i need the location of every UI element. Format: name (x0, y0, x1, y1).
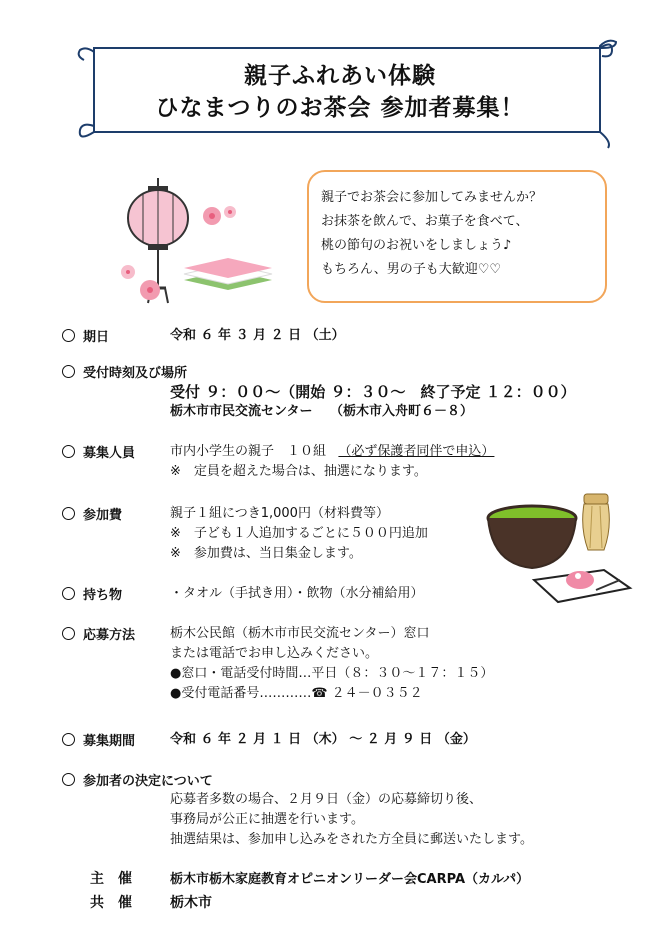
intro-line: もちろん、男の子も大歓迎♡♡ (321, 262, 502, 277)
circle-bullet-icon (62, 733, 75, 746)
intro-line: 親子でお茶会に参加してみませんか？ (321, 190, 543, 205)
title-line-1: 親子ふれあい体験 (244, 63, 436, 89)
cohost-name: 栃木市 (170, 895, 212, 911)
tea-whisk-icon (583, 494, 610, 550)
circle-bullet-icon (62, 365, 75, 378)
circle-bullet-icon (62, 587, 75, 600)
items-value: ・タオル（手拭き用）・飲物（水分補給用） (170, 586, 424, 601)
intro-line: 桃の節句のお祝いをしましょう♪ (321, 238, 512, 253)
tea-bowl-illustration (484, 488, 634, 610)
circle-bullet-icon (62, 507, 75, 520)
reception-time: 受付 ９：００～（開始 ９：３０～ 終了予定 １２：００） (170, 383, 576, 401)
cohost-label: 共 催 (90, 895, 132, 911)
recruit-note: （必ず保護者同伴で申込） (338, 444, 495, 459)
hishi-mochi-illustration (178, 254, 278, 298)
period-label: 募集期間 (83, 734, 136, 749)
decision-line1: 応募者多数の場合、２月９日（金）の応募締切り後、 (170, 792, 483, 807)
recruit-label: 募集人員 (83, 446, 136, 461)
apply-label: 応募方法 (83, 628, 136, 643)
fee-line2: ※ 子ども１人追加するごとに５００円追加 (170, 526, 428, 541)
intro-message-box (307, 170, 607, 303)
apply-line4: ●受付電話番号…………☎ ２４－０３５２ (170, 686, 423, 701)
circle-bullet-icon (62, 445, 75, 458)
recruit-value: 市内小学生の親子 １０組 (170, 444, 327, 459)
items-label: 持ち物 (83, 588, 123, 603)
page-title (96, 60, 584, 124)
circle-bullet-icon (62, 329, 75, 342)
decision-line2: 事務局が公正に抽選を行います。 (170, 812, 364, 827)
date-label: 期日 (83, 330, 110, 345)
decision-line3: 抽選結果は、参加申し込みをされた方全員に郵送いたします。 (170, 832, 533, 847)
host-name: 栃木市栃木家庭教育オピニオンリーダー会CARPA（カルパ） (170, 872, 530, 887)
apply-line3: ●窓口・電話受付時間…平日（８：３０～１７：１５） (170, 666, 494, 681)
title-line-2: ひなまつりのお茶会 参加者募集！ (155, 95, 525, 121)
intro-line: お抹茶を飲んで、お菓子を食べて、 (321, 214, 529, 229)
period-value: 令和 ６ 年 ２ 月 １ 日 （木） ～ ２ 月 ９ 日 （金） (170, 732, 476, 747)
plum-blossom-icon (116, 262, 176, 310)
fee-label: 参加費 (83, 508, 123, 523)
recruit-line2: ※ 定員を超えた場合は、抽選になります。 (170, 464, 427, 479)
apply-line2: または電話でお申し込みください。 (170, 646, 379, 661)
host-label: 主 催 (90, 871, 132, 887)
circle-bullet-icon (62, 773, 75, 786)
date-value: 令和 ６ 年 ３ 月 ２ 日 （土） (170, 328, 345, 343)
fee-line3: ※ 参加費は、当日集金します。 (170, 546, 362, 561)
reception-place: 栃木市市民交流センター （栃木市入舟町６－８） (170, 404, 474, 419)
circle-bullet-icon (62, 627, 75, 640)
fee-line1: 親子１組につき1,000円（材料費等） (170, 506, 389, 521)
decision-label: 参加者の決定について (83, 774, 213, 789)
plum-blossom-icon (200, 202, 240, 236)
reception-label: 受付時刻及び場所 (83, 366, 188, 381)
wagashi-illustration (534, 570, 630, 602)
apply-line1: 栃木公民館（栃木市市民交流センター）窓口 (170, 626, 430, 641)
